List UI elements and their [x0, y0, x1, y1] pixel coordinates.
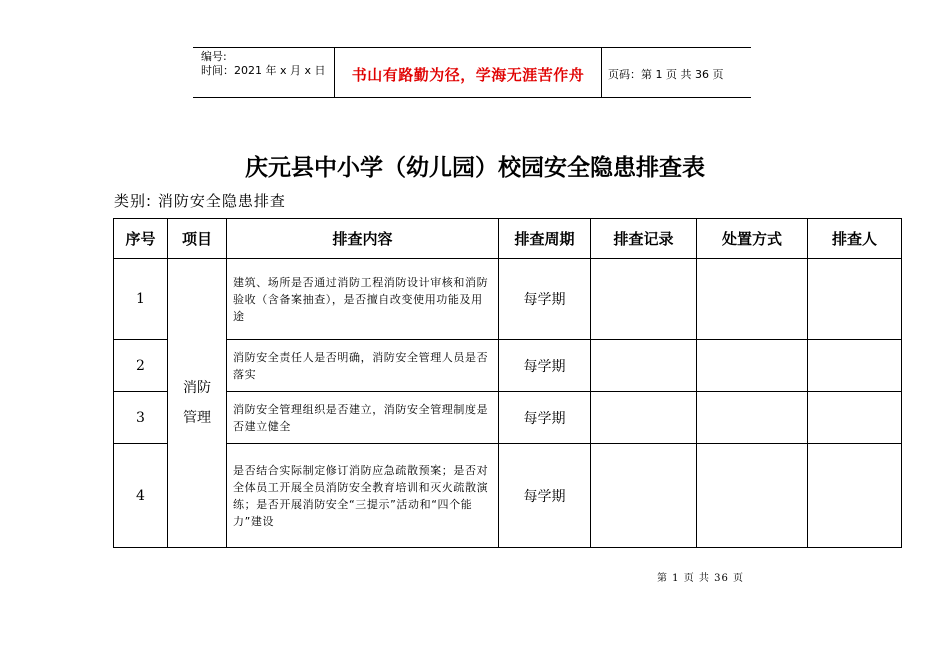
row-content: 是否结合实际制定修订消防应急疏散预案；是否对全体员工开展全员消防安全教育培训和灭火疏散演练；是否开展消防安全“三提示”活动和“四个能力”建设 — [227, 444, 499, 548]
row-record[interactable] — [591, 392, 697, 444]
page-footer: 第 1 页 共 36 页 — [657, 573, 744, 584]
row-inspector[interactable] — [808, 392, 902, 444]
header-handling: 处置方式 — [697, 219, 808, 259]
header-meta-cell — [193, 48, 335, 97]
item-cell — [168, 259, 227, 548]
header-item: 项目 — [168, 219, 227, 259]
row-record[interactable] — [591, 259, 697, 340]
item-label-line1: 消防 — [183, 380, 211, 396]
row-period: 每学期 — [499, 259, 591, 340]
row-seq: 2 — [114, 340, 168, 392]
row-handling[interactable] — [697, 392, 808, 444]
inspection-table — [113, 218, 902, 548]
table-header-row — [114, 219, 902, 259]
motto-text: 书山有路勤为径，学海无涯苦作舟 — [351, 66, 585, 84]
table-row — [114, 444, 902, 548]
row-inspector[interactable] — [808, 340, 902, 392]
header-period: 排查周期 — [499, 219, 591, 259]
header-page-cell — [602, 48, 751, 97]
header-motto-cell — [335, 48, 602, 97]
header-record: 排查记录 — [591, 219, 697, 259]
row-seq: 4 — [114, 444, 168, 548]
row-record[interactable] — [591, 444, 697, 548]
table-row — [114, 259, 902, 340]
row-content: 建筑、场所是否通过消防工程消防设计审核和消防验收（含备案抽查），是否擅自改变使用功能及用途 — [227, 259, 499, 340]
row-period: 每学期 — [499, 444, 591, 548]
row-period: 每学期 — [499, 392, 591, 444]
table-row — [114, 392, 902, 444]
row-inspector[interactable] — [808, 444, 902, 548]
row-handling[interactable] — [697, 444, 808, 548]
header-seq: 序号 — [114, 219, 168, 259]
page-label: 页码：第 1 页 共 36 页 — [608, 68, 724, 81]
document-title: 庆元县中小学（幼儿园）校园安全隐患排查表 — [245, 154, 705, 181]
row-handling[interactable] — [697, 259, 808, 340]
row-record[interactable] — [591, 340, 697, 392]
header-inspector: 排查人 — [808, 219, 902, 259]
row-content: 消防安全管理组织是否建立，消防安全管理制度是否建立健全 — [227, 392, 499, 444]
header-content: 排查内容 — [227, 219, 499, 259]
row-handling[interactable] — [697, 340, 808, 392]
row-inspector[interactable] — [808, 259, 902, 340]
row-seq: 1 — [114, 259, 168, 340]
date-label: 时间：2021 年 x 月 x 日 — [201, 64, 326, 77]
item-label-line2: 管理 — [183, 410, 211, 426]
table-row — [114, 340, 902, 392]
row-content: 消防安全责任人是否明确，消防安全管理人员是否落实 — [227, 340, 499, 392]
document-header — [193, 47, 751, 98]
number-label: 编号: — [201, 50, 227, 63]
category-label: 类别: 消防安全隐患排查 — [114, 192, 286, 210]
row-seq: 3 — [114, 392, 168, 444]
row-period: 每学期 — [499, 340, 591, 392]
